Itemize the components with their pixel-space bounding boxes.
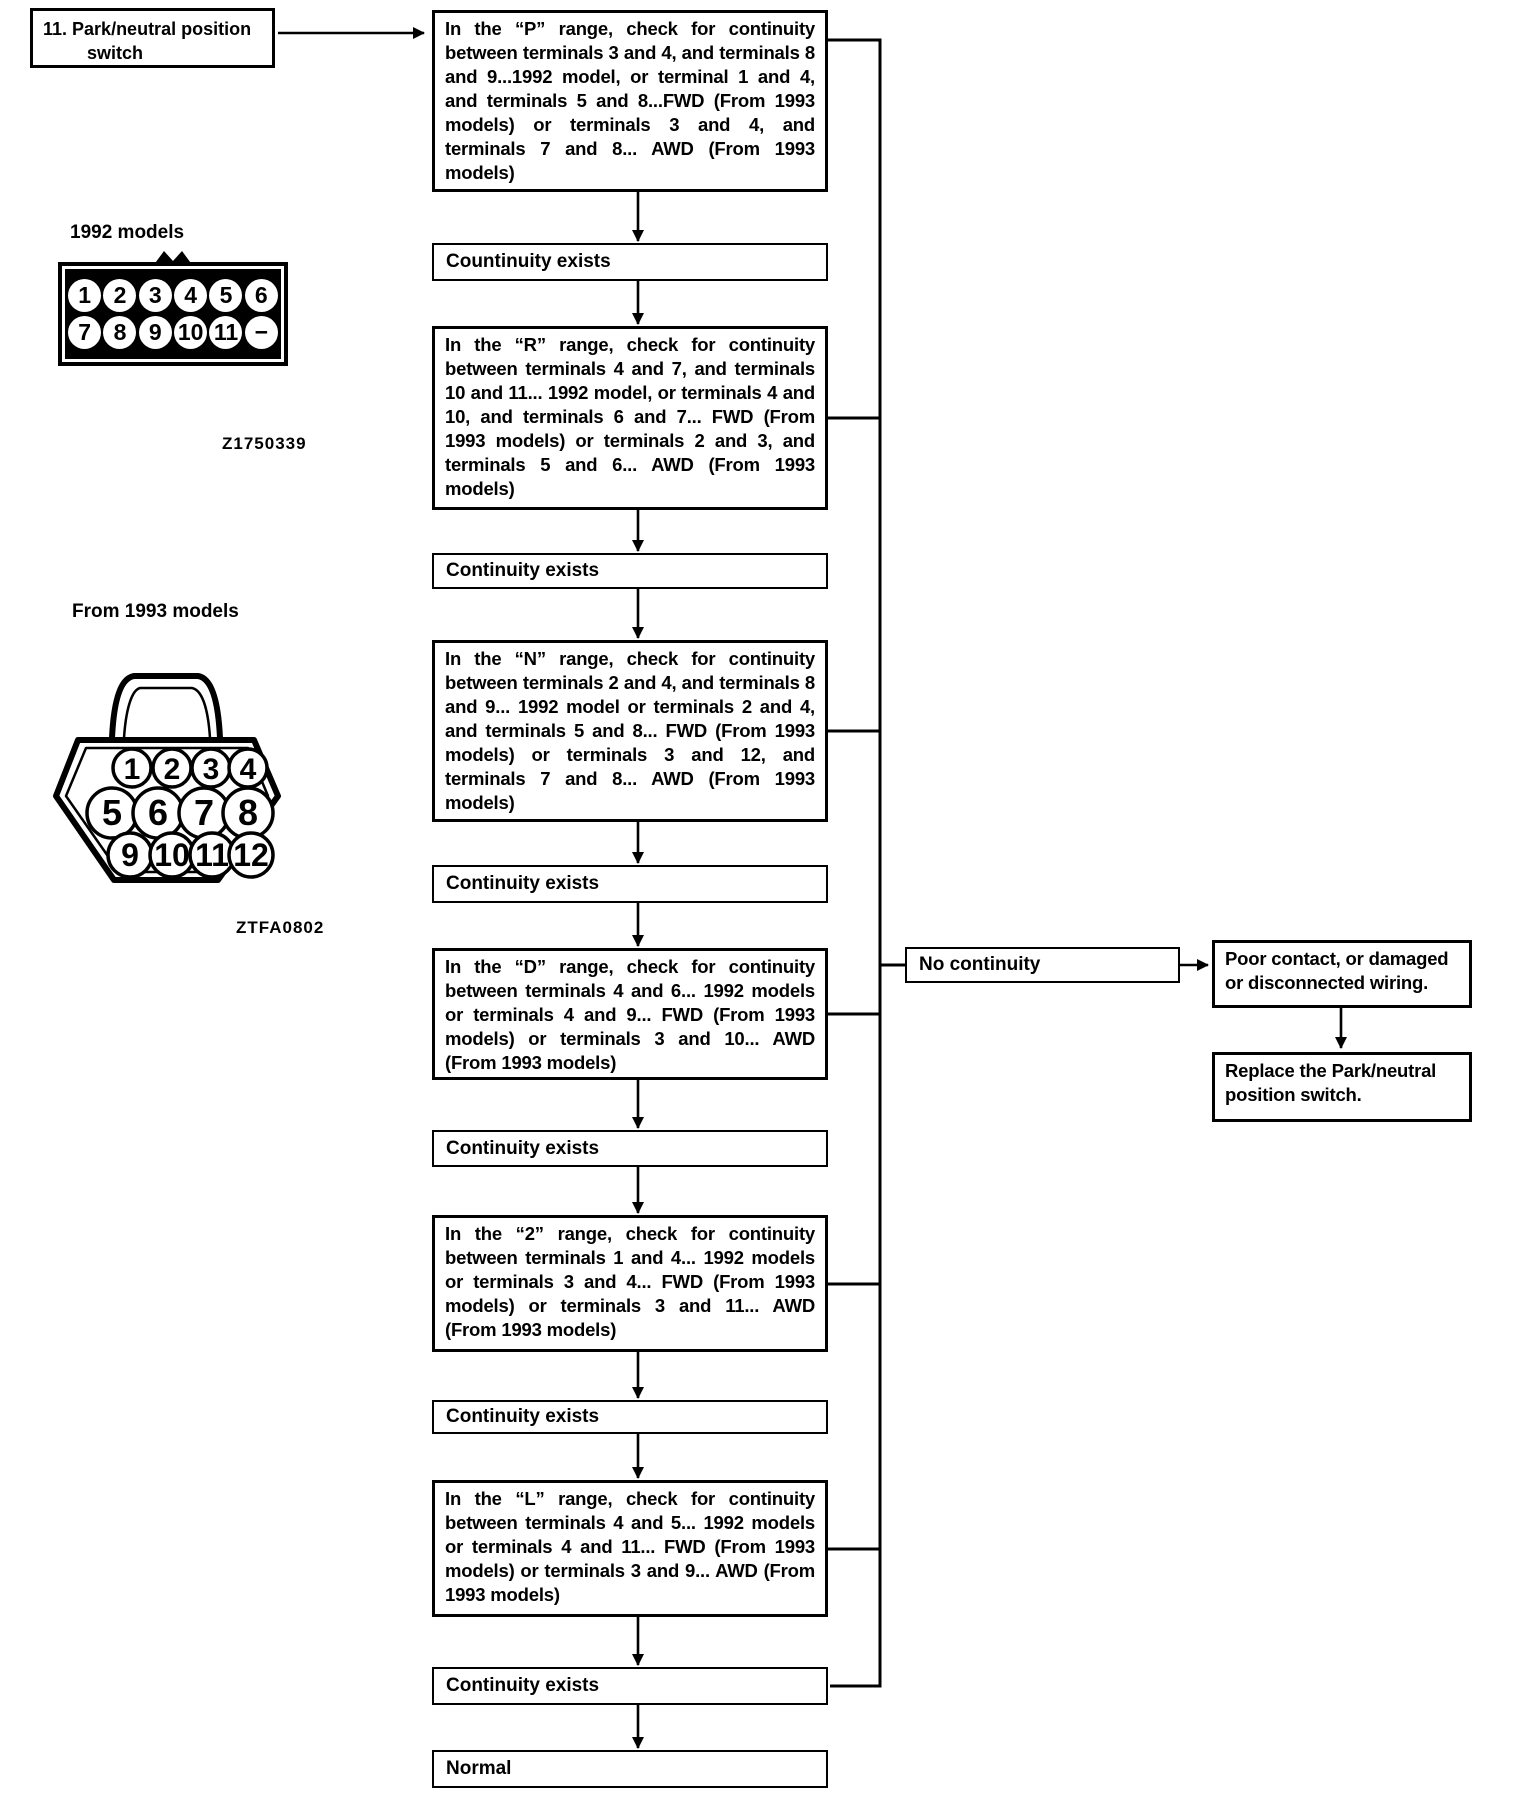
terminal-pin: 7 (68, 316, 101, 349)
result-box-continuity-2 (432, 553, 828, 589)
terminal-pin: 9 (139, 316, 172, 349)
terminal-pin: 3 (139, 279, 172, 312)
result-box-continuity-4 (432, 1130, 828, 1167)
replace-switch-text: Replace the Park/neutral position switch. (1225, 1060, 1437, 1105)
check-box-n-range-text: In the “N” range, check for continuity between terminals 2 and 4, and terminals 8 and 9... 1992 model or terminals 2 and 4, and terminals 5 and 8... FWD (From 1993 models) or terminals 3 and 12, and terminals 7 and 8... AWD (From 1993 models) (445, 648, 815, 813)
terminal-number: 1 (123, 753, 141, 786)
terminal-number: 8 (237, 792, 259, 833)
check-box-r-range-text: In the “R” range, check for continuity between terminals 4 and 7, and terminals 10 and 11... 1992 model, or terminals 4 and 10, and terminals 6 and 7... FWD (From 1993 models) or terminals 2 and 3, and terminals 5 and 6... AWD (From 1993 models) (445, 334, 815, 499)
result-text: Continuity exists (446, 560, 600, 581)
result-text: Continuity exists (446, 1406, 600, 1427)
poor-contact-text: Poor contact, or damaged or disconnected wiring. (1225, 948, 1449, 993)
connector-tab-inner-line (124, 688, 210, 738)
check-box-2-range (432, 1215, 828, 1352)
check-box-d-range-text: In the “D” range, check for continuity between terminals 4 and 6... 1992 models or terminals 4 and 9... FWD (From 1993 models) or terminals 3 and 10... AWD (From 1993 models) (445, 956, 815, 1073)
terminal-pin: 11 (209, 316, 242, 349)
terminal-pin-minus: − (245, 316, 278, 349)
diagram-code-1993: ZTFA0802 (236, 918, 325, 937)
check-box-l-range-text: In the “L” range, check for continuity between terminals 4 and 5... 1992 models or terminals 4 and 11... FWD (From 1993 models) or terminals 3 and 9... AWD (From 1993 models) (445, 1488, 815, 1605)
result-box-continuity-5 (432, 1400, 828, 1434)
terminal-number: 4 (239, 753, 257, 786)
check-box-p-range-text: In the “P” range, check for continuity between terminals 3 and 4, and terminals 8 and 9...1992 model, or terminal 1 and 4, and terminals 5 and 8...FWD (From 1993 models) or terminals 3 and 4, and terminals 7 and 8... AWD (From 1993 models) (445, 18, 815, 183)
terminal-pin: 10 (174, 316, 207, 349)
check-box-p-range (432, 10, 828, 192)
terminal-pin: 8 (103, 316, 136, 349)
terminal-number: 10 (154, 837, 190, 873)
connector-diagram-1993 (48, 636, 288, 888)
diagram-code-1992: Z1750339 (222, 434, 307, 453)
normal-box (432, 1750, 828, 1788)
start-box-label: 11. Park/neutral position switch (43, 19, 252, 63)
terminal-number: 5 (101, 792, 123, 833)
label-from-1993-models: From 1993 models (72, 601, 239, 622)
terminal-number: 12 (233, 837, 269, 873)
result-text: Continuity exists (446, 1675, 600, 1696)
start-box-park-neutral-switch (30, 8, 275, 68)
terminal-number: 6 (147, 792, 169, 833)
terminal-pin: 2 (103, 279, 136, 312)
terminal-number: 9 (121, 837, 139, 873)
check-box-2-range-text: In the “2” range, check for continuity between terminals 1 and 4... 1992 models or terminals 3 and 4... FWD (From 1993 models) or terminals 3 and 11... AWD (From 1993 models) (445, 1223, 815, 1340)
label-1992-models: 1992 models (70, 222, 185, 243)
check-box-d-range (432, 948, 828, 1080)
terminal-number: 3 (202, 753, 220, 786)
result-box-continuity-6 (432, 1667, 828, 1705)
check-box-r-range (432, 326, 828, 510)
terminal-pin: 1 (68, 279, 101, 312)
result-text: Countinuity exists (446, 251, 611, 272)
terminal-number: 11 (195, 837, 229, 873)
result-box-continuity-3 (432, 865, 828, 903)
terminal-grid-1992 (65, 269, 281, 359)
replace-switch-box (1212, 1052, 1472, 1122)
terminal-pin: 6 (245, 279, 278, 312)
terminal-number: 2 (163, 753, 181, 786)
connector-key-notch-icon (153, 251, 193, 266)
result-text: Continuity exists (446, 1137, 600, 1159)
no-continuity-box (905, 947, 1180, 983)
no-continuity-text: No continuity (919, 954, 1041, 975)
check-box-l-range (432, 1480, 828, 1617)
normal-text: Normal (446, 1758, 512, 1779)
result-text: Continuity exists (446, 873, 600, 894)
terminal-pin: 5 (209, 279, 242, 312)
poor-contact-box (1212, 940, 1472, 1008)
connector-diagram-1992 (58, 262, 288, 366)
terminal-number: 7 (193, 792, 215, 833)
check-box-n-range (432, 640, 828, 822)
terminal-pin: 4 (174, 279, 207, 312)
result-box-continuity-1 (432, 243, 828, 281)
